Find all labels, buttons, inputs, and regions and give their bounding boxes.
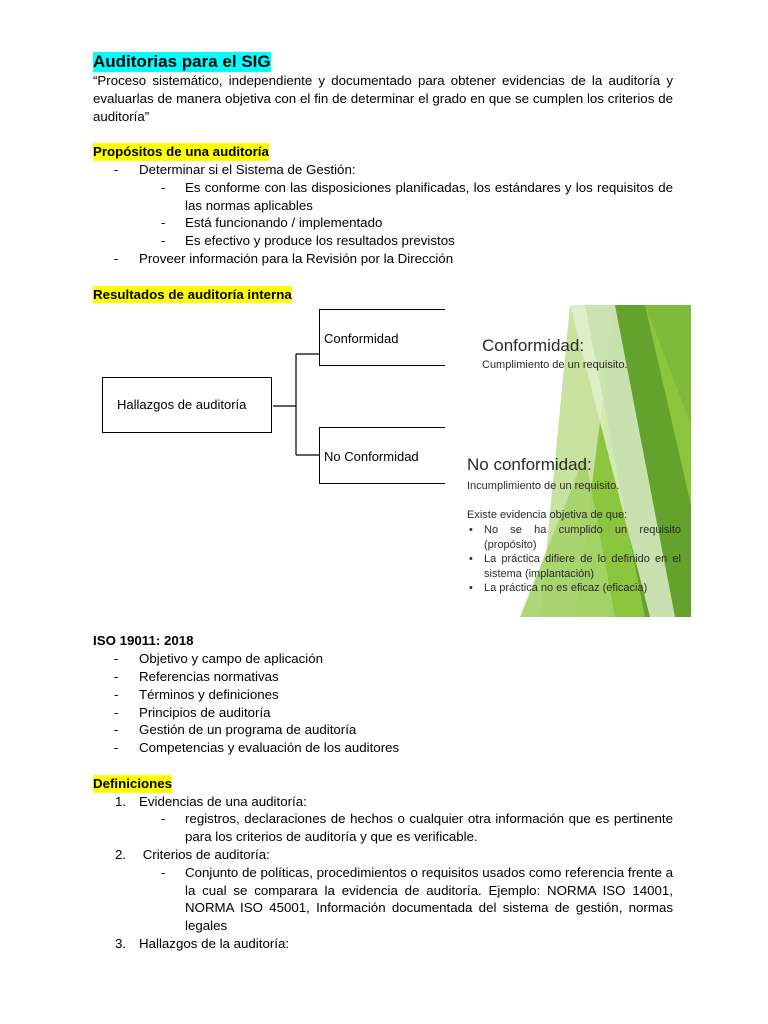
audit-results-figure — [93, 305, 681, 622]
document-title: Auditorias para el SIG — [93, 52, 271, 71]
list-item: - Términos y definiciones — [93, 686, 673, 704]
list-item: - Es conforme con las disposiciones planificadas, los estándares y los requisitos de las normas aplicables — [93, 179, 673, 215]
list-item: - Es efectivo y produce los resultados previstos — [93, 232, 673, 250]
list-item: • La práctica difiere de lo definido en el sistema (implantación) — [467, 552, 681, 581]
intro-quote: “Proceso sistemático, independiente y documentado para obtener evidencias de la auditoría y evaluarlas de manera objetiva con el fin de determinar el grado en que se cumplen los criterios de auditoría” — [93, 73, 673, 124]
list-item: 3. Hallazgos de la auditoría: — [115, 935, 290, 951]
evidence-intro: Existe evidencia objetiva de que: — [467, 509, 628, 522]
conformidad-title: Conformidad: — [482, 336, 585, 356]
iso-list — [93, 650, 673, 757]
list-item: - Conjunto de políticas, procedimientos o requisitos usados como referencia frente a la cual se comparara la evidencia de auditoría. Ejemplo: NORMA ISO 14001, NORMA ISO 45001, Información documentada del sistema de gestión, normas legales — [93, 864, 673, 935]
purposes-list — [93, 161, 673, 268]
list-item: - Objetivo y campo de aplicación — [93, 650, 673, 668]
list-item: 2. Criterios de auditoría: - Conjunto de políticas, procedimientos o requisitos usados como referencia frente a la cual se comparara la evidencia de auditoría. Ejemplo: NORMA ISO 14001, NORMA ISO 45001, Información documentada del sistema de gestión, normas legales — [93, 846, 673, 935]
definitions-heading: Definiciones — [93, 775, 173, 791]
purposes-sublist — [93, 179, 673, 250]
iso-heading: ISO 19011: 2018 — [93, 633, 194, 649]
list-item: - Está funcionando / implementado — [93, 214, 673, 232]
list-item: - Proveer información para la Revisión por la Dirección — [93, 250, 673, 268]
document-page — [93, 52, 681, 953]
hallazgos-box: Hallazgos de auditoría — [102, 377, 272, 433]
list-item: - Determinar si el Sistema de Gestión: - Es conforme con las disposiciones planificadas, los estándares y los requisitos de las normas aplicables - Está funcionando / implementado - Es efectivo y produce los resultados previstos — [93, 161, 673, 250]
no-conformidad-desc: Incumplimiento de un requisito. — [467, 480, 620, 493]
definition-slide — [445, 305, 691, 617]
list-item: - Competencias y evaluación de los auditores — [93, 739, 673, 757]
definitions-list — [93, 793, 673, 953]
list-item: - Gestión de un programa de auditoría — [93, 721, 673, 739]
evidence-list — [467, 508, 681, 596]
list-item: 1. Evidencias de una auditoría: - registros, declaraciones de hechos o cualquier otra información que es pertinente para los criterios de auditoría y que es verificable. — [93, 793, 673, 846]
results-heading: Resultados de auditoría interna — [93, 286, 292, 302]
list-item: - Principios de auditoría — [93, 704, 673, 722]
purposes-heading: Propósitos de una auditoría — [93, 144, 269, 160]
conformidad-desc: Cumplimiento de un requisito. — [482, 359, 628, 372]
list-item: - registros, declaraciones de hechos o cualquier otra información que es pertinente para los criterios de auditoría y que es verificable. — [93, 810, 673, 846]
list-item: • No se ha cumplido un requisito (propósito) — [467, 523, 681, 552]
list-item: • La práctica no es eficaz (eficacia) — [467, 581, 681, 596]
no-conformidad-title: No conformidad: — [467, 455, 592, 475]
list-item: - Referencias normativas — [93, 668, 673, 686]
conformidad-box: Conformidad — [319, 309, 449, 366]
no-conformidad-box: No Conformidad — [319, 427, 449, 484]
